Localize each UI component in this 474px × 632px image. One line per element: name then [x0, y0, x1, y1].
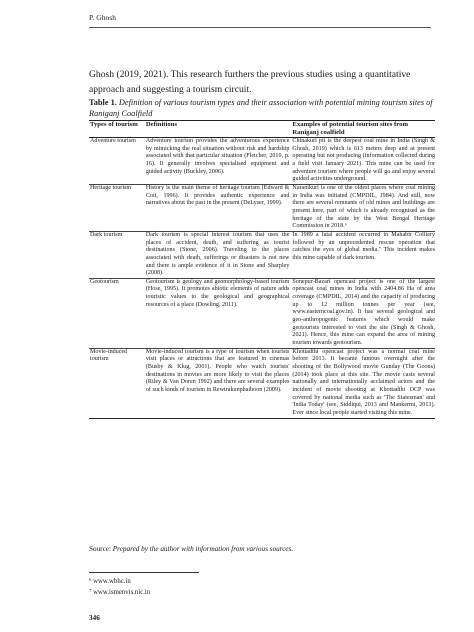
row-definition: Movie-induced tourism is a type of tourism when tourists visit places or attractions that are featured in cinemas (Busby & Klug, 2001). People who watch tourists' destinations in movies are more likely to visit the places (Riley & Van Doren 1992) and there are several examples of such kinds of tourism in Rewtrakunphaiboon (2009).: [145, 348, 290, 393]
footnote-mark: ⁶: [89, 578, 92, 585]
source-text: Prepared by the author with information from various sources.: [112, 545, 294, 553]
table-header-row: [89, 120, 435, 138]
running-head: P. Ghosh: [89, 13, 117, 22]
table-source: [89, 545, 435, 553]
table-row: [89, 279, 435, 349]
table-row: [89, 185, 435, 232]
header-rule: [89, 27, 431, 28]
row-example: Sonepur-Bazari opencast project is one of the largest opencast coal mines in India with 2404.86 Ha of area coverage (CMPDIL, 2014) and the capacity of producing up to 12 million tonnes per year (see, www.easterncoal.gov.in). It has several geological and geo-anthropogenic features which would make geotourists interested to visit the site (Singh & Ghosh, 2021). Hence, this mine can expand the area of mining tourism towards geotourism.: [292, 278, 435, 347]
table-caption-title: Definition of various tourism types and their association with potential mining tourism sites of Raniganj Coalfield: [89, 98, 433, 118]
row-definition: Dark tourism is special interest tourism that uses the places of accident, death, and suffering as tourist destinations (Stone, 2006). Traveling to the places associated with death, sufferings or disasters is not new and there is ample evidence of it in Stone and Sharpley (2008).: [145, 231, 290, 277]
intro-paragraph: Ghosh (2019, 2021). This research furthers the previous studies using a quantitative approach and suggesting a tourism circuit.: [89, 69, 411, 95]
footnote-link[interactable]: www.wbhc.in: [93, 578, 131, 585]
footnote: [89, 589, 150, 596]
tourism-table: [89, 120, 435, 419]
header-examples: Examples of potential tourism sites from Raniganj coalfield: [292, 121, 409, 136]
row-definition: History is the main theme of heritage tourism (Edward & Coit, 1996). It provides authentic experience and narratives about the past in the present (DeLyser, 1999).: [145, 184, 290, 207]
footnote-rule: [89, 572, 199, 573]
header-types: Types of tourism: [90, 121, 138, 128]
row-example: Chinakuri pit is the deepest coal mine in India (Singh & Ghosh, 2019) which is 613 meters deep and at present operating but not producing (information collected during a field visit January 2021). This mine can be used for adventure tourism where people will go and enjoy several guided activities underground.: [292, 138, 435, 183]
table-row: [89, 349, 435, 419]
row-type: Dark tourism: [90, 231, 123, 238]
row-example: Naranikuri is one of the oldest places where coal mining in India was initiated (CMPDIL, 1984). And still, now there are several remnants of old mines and buildings are present here, part of which is already recognised as the heritage of the state by the West Bengal Heritage Commission in 2018.⁶: [292, 184, 435, 230]
table-caption: [89, 98, 435, 119]
row-example: Khottadihi opencast project was a normal coal mine before 2013. It became famous overnight after the shooting of the Bollywood movie Gunday (The Goons) (2014) took place at this site. The movie casts several nationally and internationally acclaimed actors and the incident of movie shooting at Khottadihi OCP was covered by national media such as 'The Statesman' and 'India Today' (see, Siddiqui, 2013 and Mankermi, 2013). Ever since local people started visiting this mine.: [292, 348, 435, 416]
row-type: Movie-induced tourism: [90, 348, 128, 363]
row-example: In 1989 a fatal accident occurred in Mahabir Colliery followed by an unprecedented rescue operation that catches the eyes of global media.⁷ This incident makes this mine capable of dark tourism.: [292, 231, 435, 261]
footnote-mark: ⁷: [89, 589, 92, 596]
table-row: [89, 138, 435, 185]
header-definitions: Definitions: [145, 121, 178, 128]
table-row: [89, 232, 435, 279]
source-label: Source:: [89, 545, 111, 553]
table-caption-label: Table 1.: [89, 98, 117, 107]
row-type: Heritage tourism: [90, 184, 132, 191]
row-type: Adventure tourism: [90, 138, 136, 144]
row-definition: Adventure tourism provides the adventurous experience by mimicking the real situation without risk and hardship associated with that particular situation (Fletcher, 2010, p. 16). It generally involves specialised equipment and guided activity (Buckley, 2006).: [145, 138, 290, 175]
footnote: [89, 578, 131, 585]
footnote-link[interactable]: www.ismenvis.nic.in: [93, 589, 151, 596]
page-number: 346: [89, 614, 100, 622]
row-definition: Geotourism is geology and geomorphology-based tourism (Hose, 1995). It promotes abiotic elements of nature adds touristic values to the geological and geographical resources of a place (Dowling, 2011).: [145, 278, 290, 308]
row-type: Geotourism: [90, 278, 119, 285]
